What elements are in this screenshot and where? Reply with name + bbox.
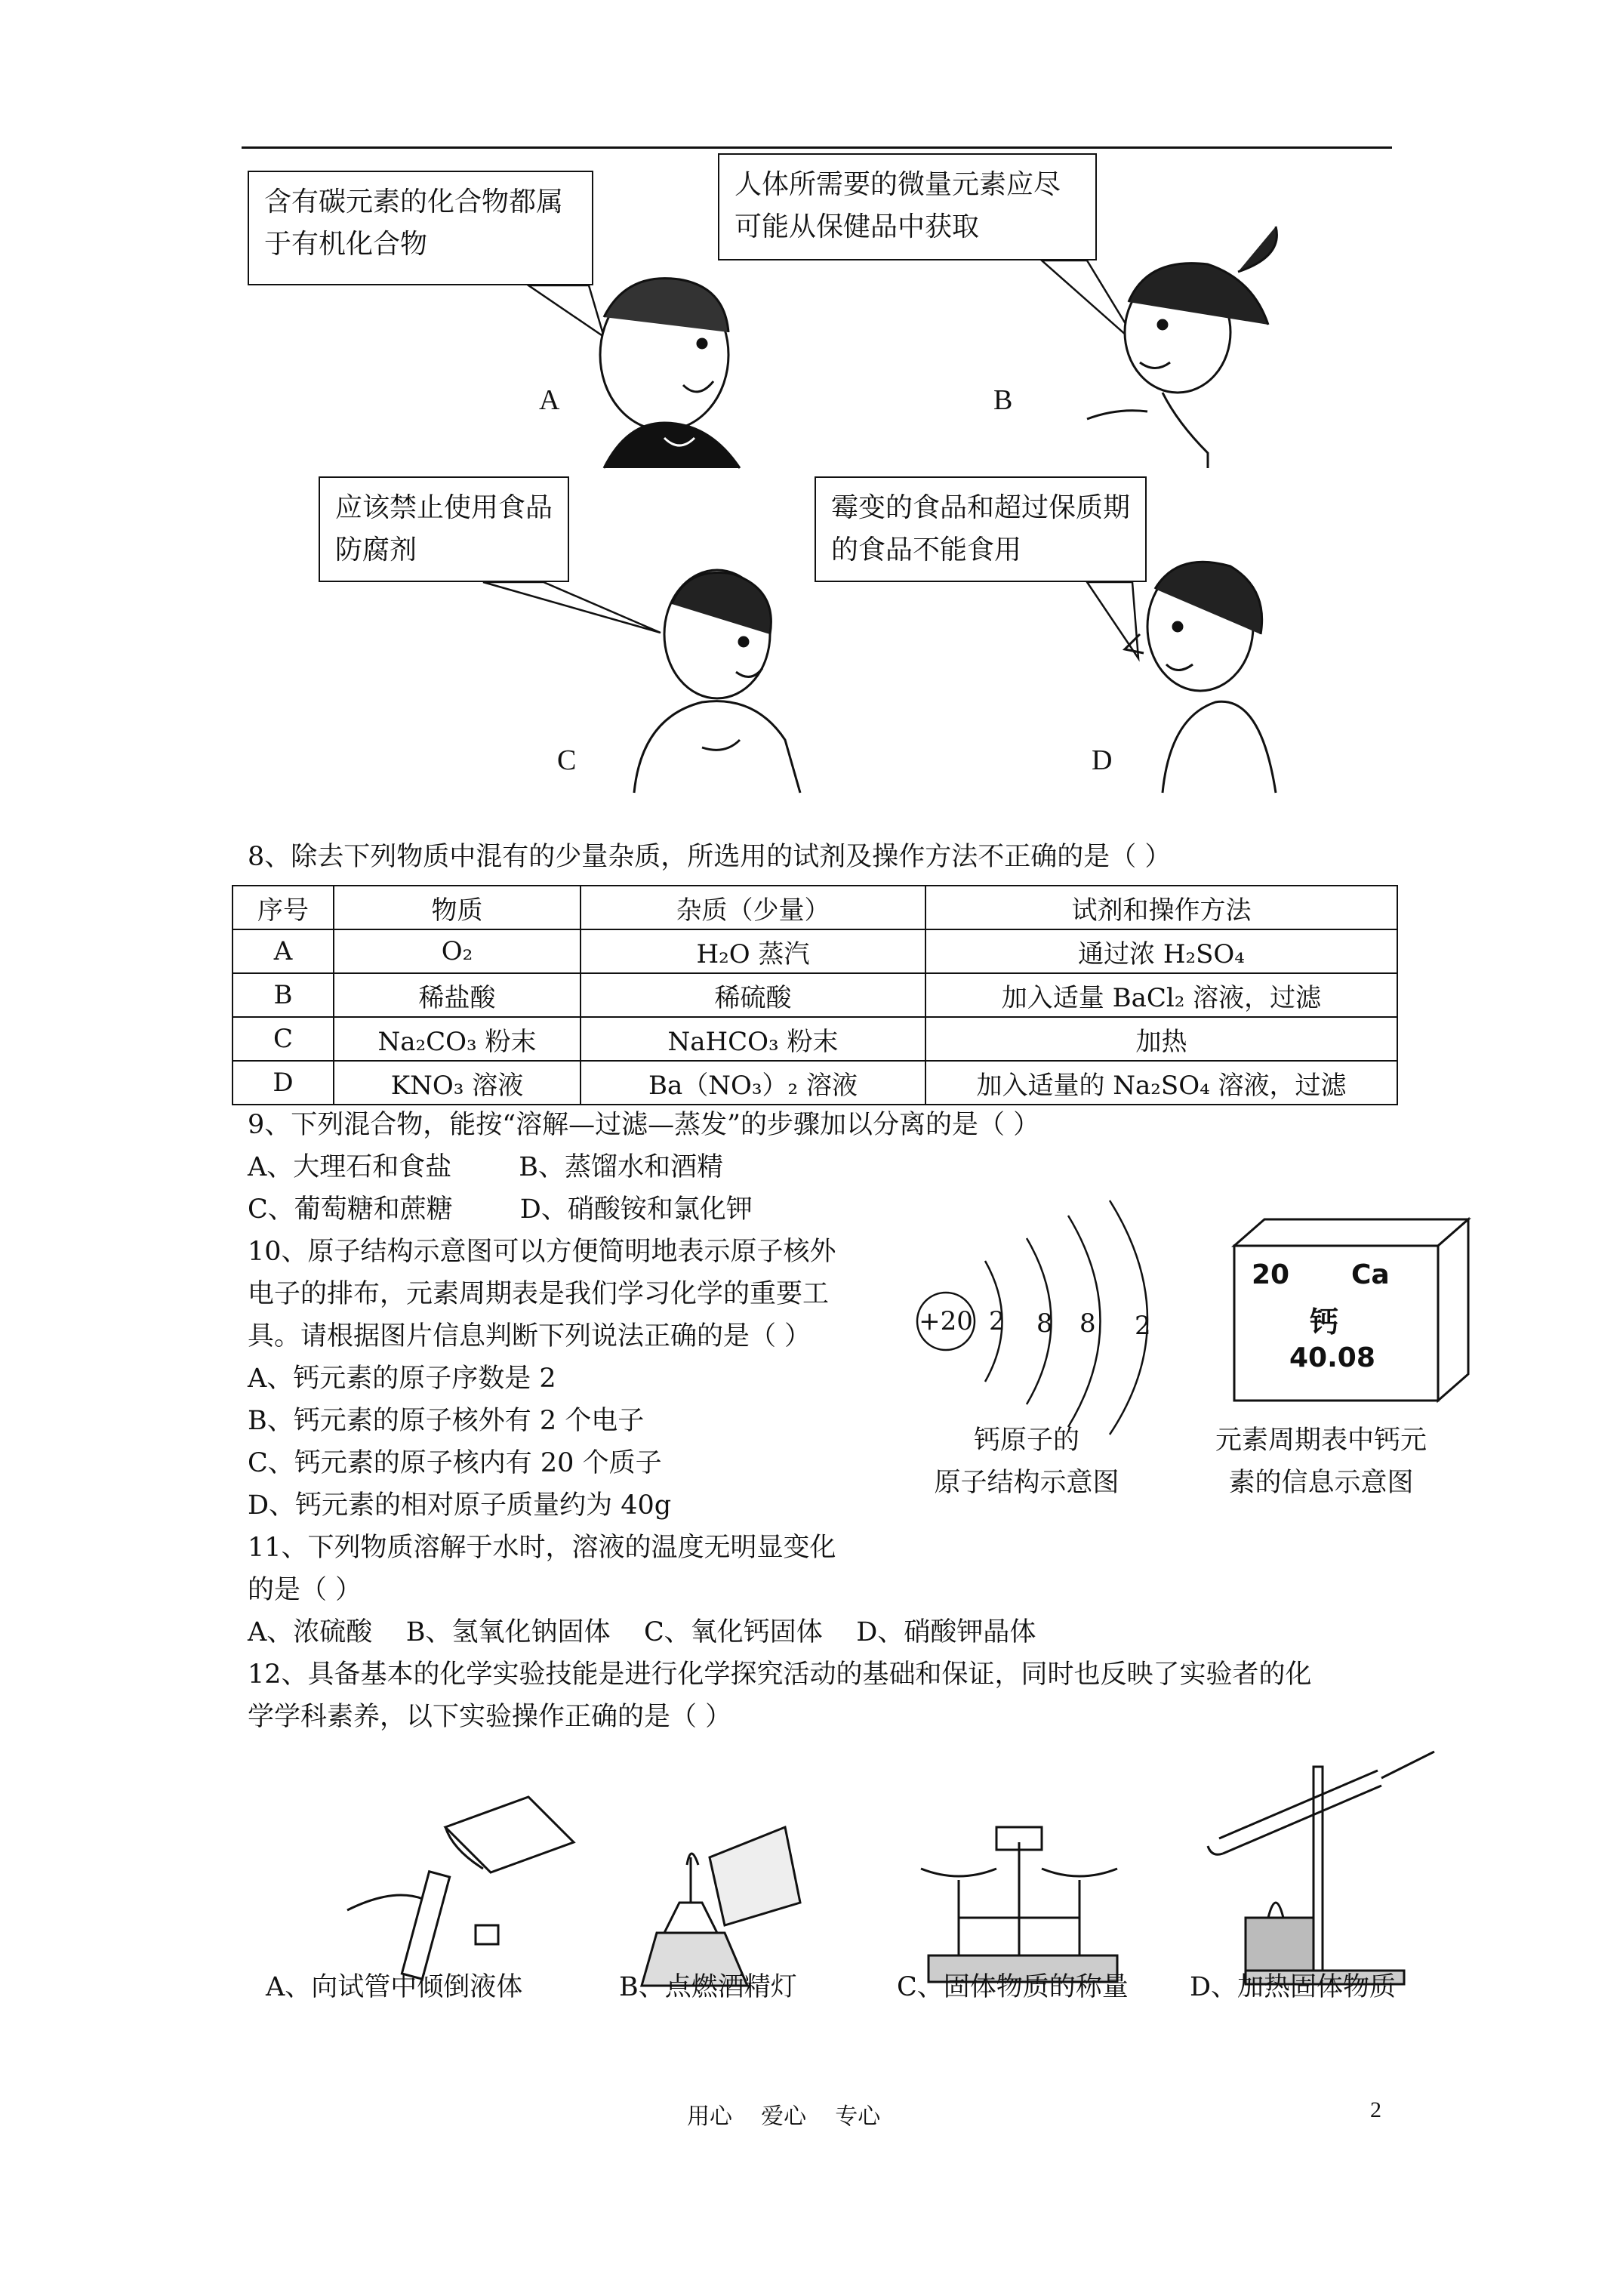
table-row [233,1017,1397,1061]
q11-stem-2: 的是（ ） [248,1575,362,1605]
table-header: 序号 [233,886,334,929]
table-cell: A [233,929,334,973]
q12-stem-1: 12、具备基本的化学实验技能是进行化学探究活动的基础和保证，同时也反映了实验者的化 [248,1660,1312,1690]
label-a: A [539,384,560,416]
table-cell: 加热 [925,1017,1397,1061]
pouring-liquid-illustration [347,1797,574,1979]
q12-caption-a: A、向试管中倾倒液体 [266,1972,523,2002]
table-cell: H₂O 蒸汽 [581,929,925,973]
q10-option-b: B、钙元素的原子核外有 2 个电子 [248,1406,645,1436]
table-cell: 通过浓 H₂SO₄ [925,929,1397,973]
q10-option-a: A、钙元素的原子序数是 2 [248,1364,556,1394]
q12-stem-2: 学学科素养，以下实验操作正确的是（ ） [248,1702,732,1732]
q9-options-2: C、葡萄糖和蔗糖 D、硝酸铵和氯化钾 [248,1194,753,1225]
q12-caption-d: D、加热固体物质 [1190,1972,1397,2002]
q9-options-1: A、大理石和食盐 B、蒸馏水和酒精 [248,1152,724,1182]
label-b: B [993,384,1013,416]
pt-atomic-number: 20 [1252,1259,1290,1290]
footer-motto: 用心 爱心 专心 [687,2103,881,2130]
q12-caption-c: C、固体物质的称量 [897,1972,1129,2002]
table-cell: C [233,1017,334,1061]
shell-2-count: 8 [1036,1308,1053,1339]
q8-table [232,885,1398,1105]
cartoon-figures [0,0,1623,831]
atom-caption-2: 原子结构示意图 [934,1468,1119,1498]
person-d-illustration [1125,562,1276,793]
shell-3-count: 8 [1079,1308,1096,1339]
table-cell: NaHCO₃ 粉末 [581,1017,925,1061]
q11-stem-1: 11、下列物质溶解于水时，溶液的温度无明显变化 [248,1533,836,1563]
table-cell: Na₂CO₃ 粉末 [334,1017,581,1061]
q8-stem: 8、除去下列物质中混有的少量杂质，所选用的试剂及操作方法不正确的是（ ） [248,842,1172,872]
q10-stem-3: 具。请根据图片信息判断下列说法正确的是（ ） [248,1321,812,1351]
balance-scale-illustration [921,1827,1117,1982]
shell-1-count: 2 [989,1306,1006,1336]
q9-stem: 9、下列混合物，能按“溶解—过滤—蒸发”的步骤加以分离的是（ ） [248,1110,1040,1140]
q10-stem-1: 10、原子结构示意图可以方便简明地表示原子核外 [248,1237,836,1267]
table-cell: 稀硫酸 [581,973,925,1017]
q12-caption-b: B、点燃酒精灯 [619,1972,797,2002]
table-row [233,929,1397,973]
person-c-illustration [634,570,800,793]
shell-4-count: 2 [1135,1311,1151,1341]
bubble-a: 含有碳元素的化合物都属于有机化合物 [248,171,593,285]
table-cell: D [233,1061,334,1105]
table-cell: 加入适量 BaCl₂ 溶液，过滤 [925,973,1397,1017]
table-header: 试剂和操作方法 [925,886,1397,929]
pt-caption-2: 素的信息示意图 [1228,1468,1414,1498]
table-cell: 稀盐酸 [334,973,581,1017]
periodic-table-box [1223,1216,1480,1412]
q10-option-c: C、钙元素的原子核内有 20 个质子 [248,1448,662,1478]
pt-element-name: 钙 [1310,1305,1339,1339]
table-cell: B [233,973,334,1017]
label-c: C [557,744,577,776]
table-row [233,1061,1397,1105]
person-a-illustration [600,279,740,468]
person-b-illustration [1087,227,1277,468]
bubble-d: 霉变的食品和超过保质期的食品不能食用 [815,476,1147,582]
table-cell: O₂ [334,929,581,973]
heating-tube-illustration [1208,1752,1434,1984]
atom-caption-1: 钙原子的 [973,1425,1079,1456]
q11-options: A、浓硫酸 B、氢氧化钠固体 C、氧化钙固体 D、硝酸钾晶体 [248,1617,1036,1647]
table-cell: Ba（NO₃）₂ 溶液 [581,1061,925,1105]
table-row [233,973,1397,1017]
pt-caption-1: 元素周期表中钙元 [1215,1425,1427,1456]
q10-stem-2: 电子的排布，元素周期表是我们学习化学的重要工 [248,1279,830,1309]
table-header-row [233,886,1397,929]
bubble-b: 人体所需要的微量元素应尽可能从保健品中获取 [718,153,1097,260]
table-cell: KNO₃ 溶液 [334,1061,581,1105]
pt-atomic-mass: 40.08 [1289,1342,1375,1373]
table-header: 杂质（少量） [581,886,925,929]
label-d: D [1092,744,1113,776]
bubble-c: 应该禁止使用食品防腐剂 [319,476,569,582]
alcohol-lamp-illustration [642,1827,800,1986]
q10-option-d: D、钙元素的相对原子质量约为 40g [248,1490,672,1521]
pt-symbol: Ca [1351,1259,1390,1290]
page-number: 2 [1370,2097,1381,2122]
lab-illustrations [0,1737,1623,1993]
table-cell: 加入适量的 Na₂SO₄ 溶液，过滤 [925,1061,1397,1105]
nucleus-label: +20 [919,1306,973,1336]
table-header: 物质 [334,886,581,929]
